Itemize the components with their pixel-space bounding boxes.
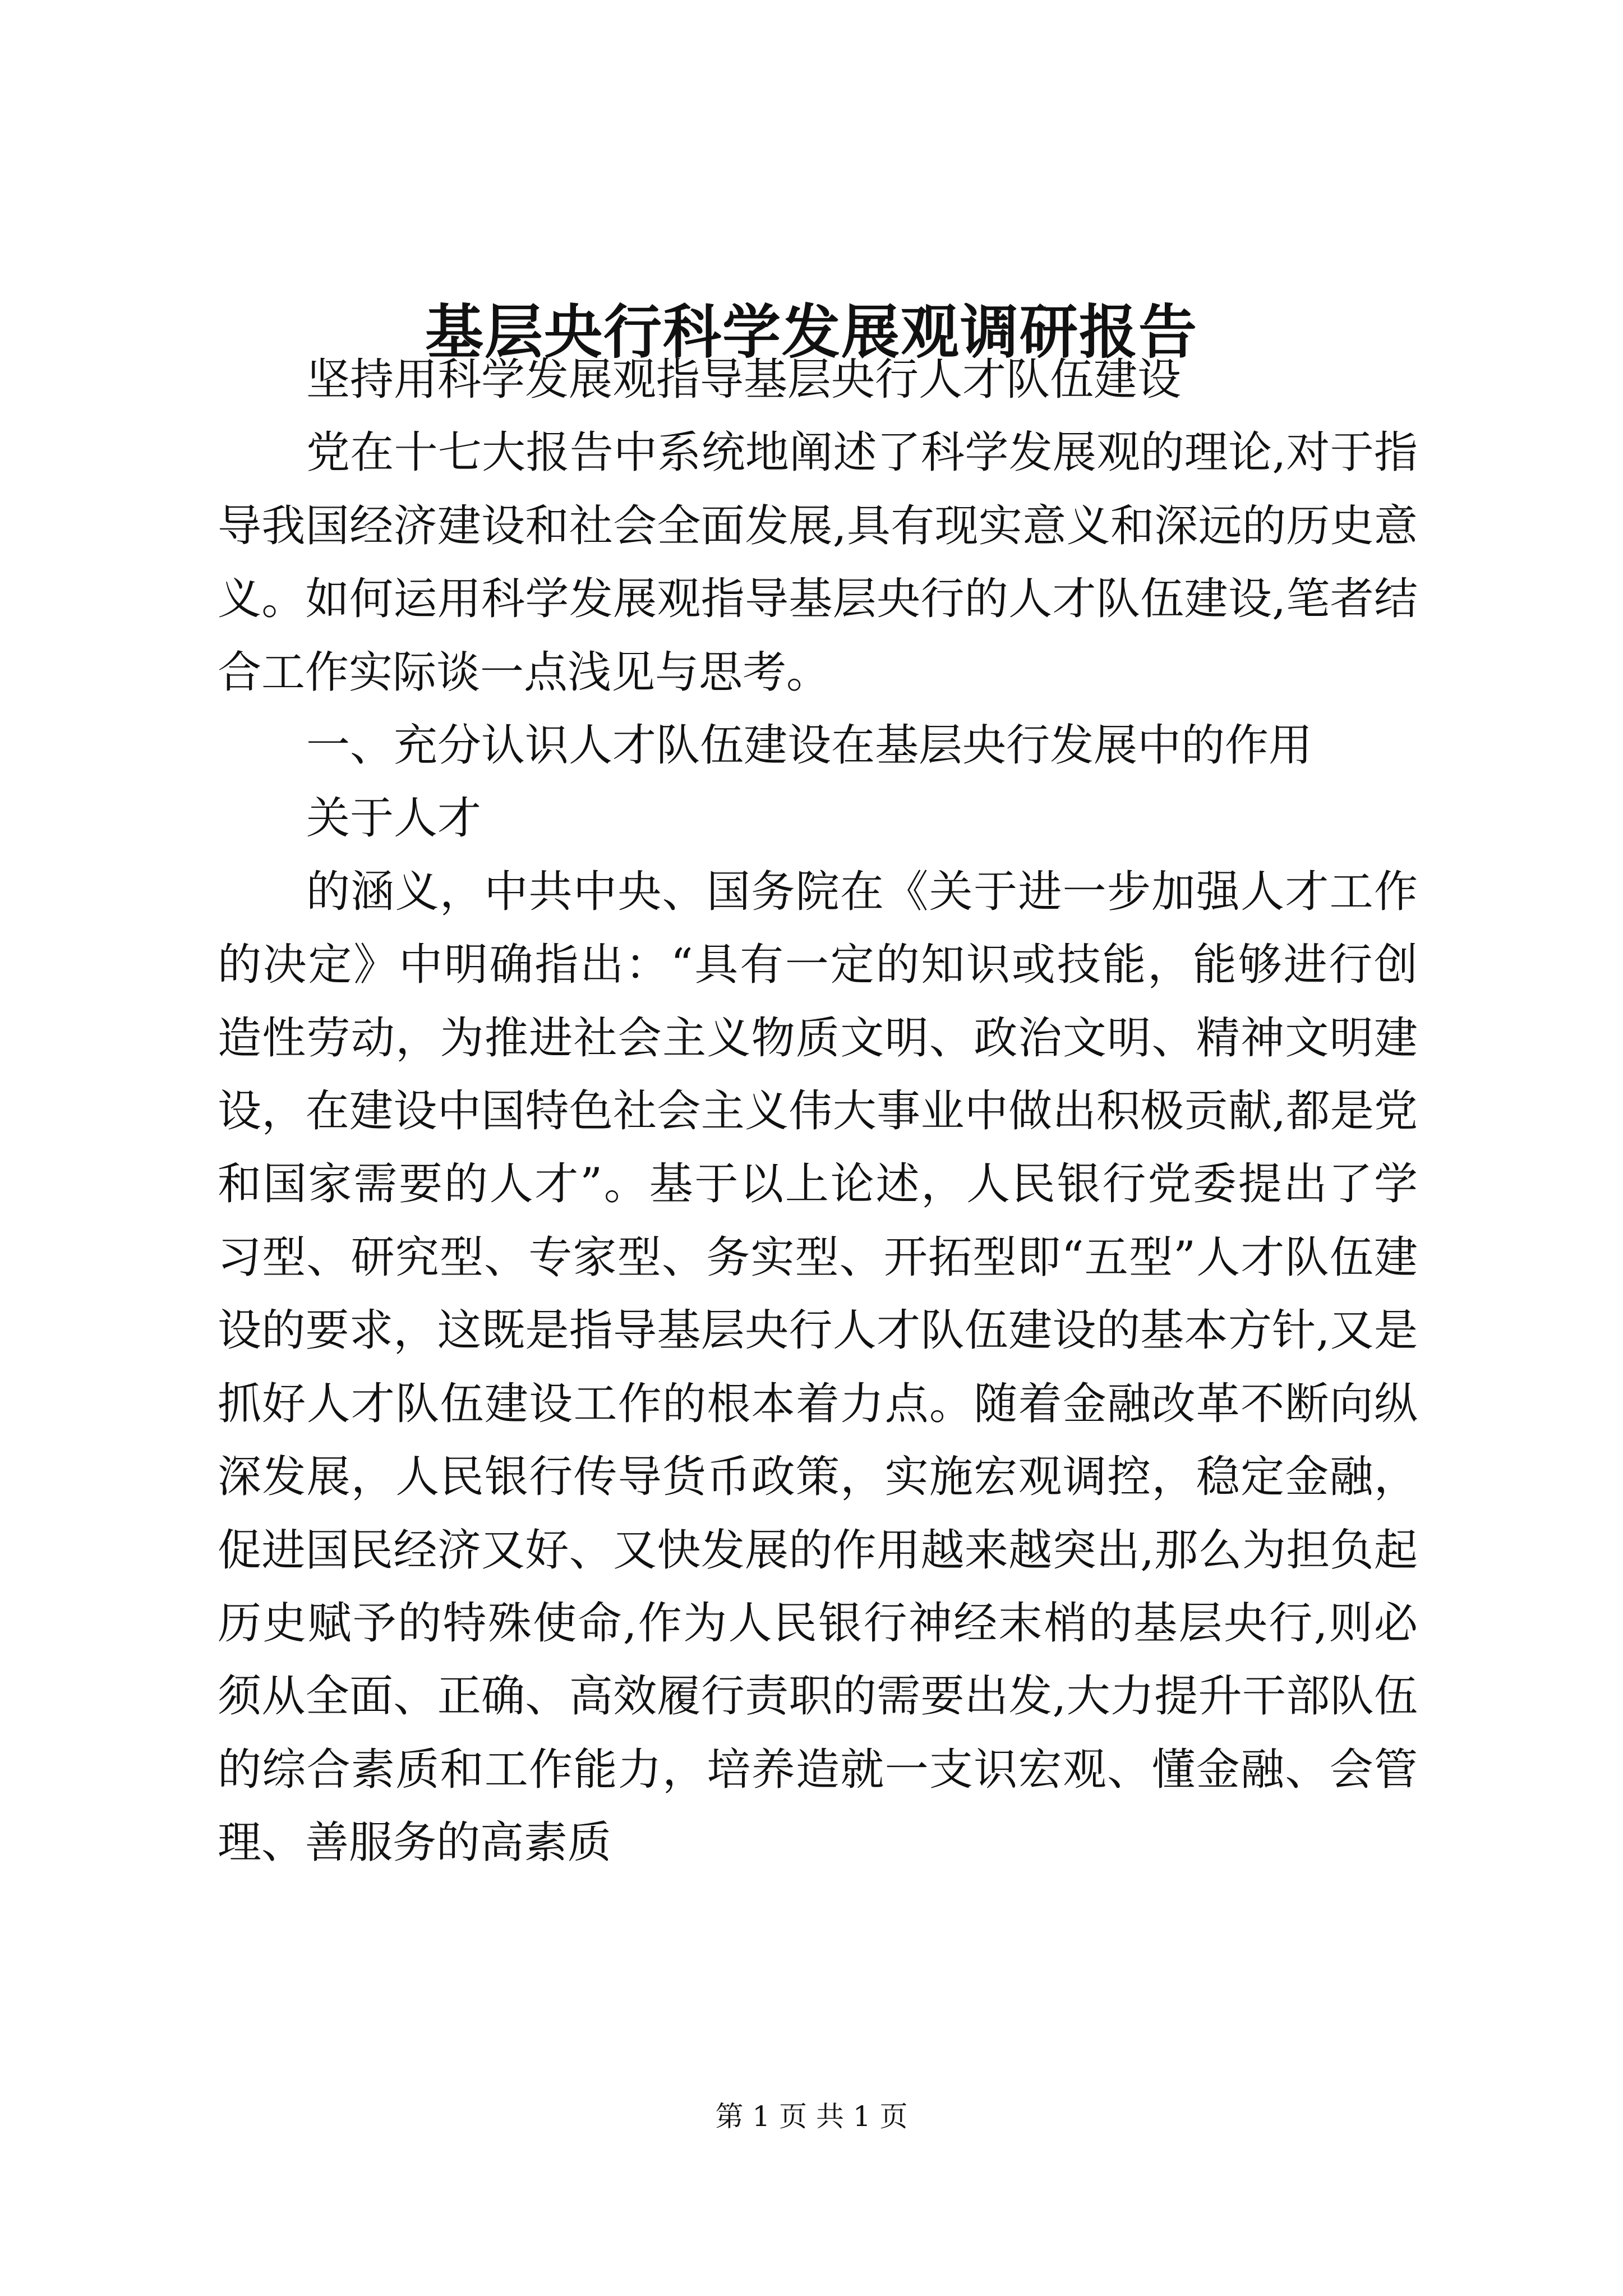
talent-paragraph-body: 的涵义，中共中央、国务院在《关于进一步加强人才工作的决定》中明确指出：“具有一定的知识或技能，能够进行创造性劳动，为推进社会主义物质文明、政治文明、精神文明建设，在建设中国特色社会主义伟大事业中做出积极贡献,都是党和国家需要的人才”。基于以上论述，人民银行党委提出了学习型、研究型、专家型、务实型、开拓型即“五型”人才队伍建设的要求，这既是指导基层央行人才队伍建设的基本方针,又是抓好人才队伍建设工作的根本着力点。随着金融改革不断向纵深发展，人民银行传导货币政策，实施宏观调控，稳定金融，促进国民经济又好、又快发展的作用越来越突出,那么为担负起历史赋予的特殊使命,作为人民银行神经末梢的基层央行,则必须从全面、正确、高效履行责职的需要出发,大力提升干部队伍的综合素质和工作能力，培养造就一支识宏观、懂金融、会管理、善服务的高素质 [218, 866, 1418, 1869]
document-title: 基层央行科学发展观调研报告 [425, 297, 1198, 366]
section-heading: 一、充分认识人才队伍建设在基层央行发展中的作用 [306, 720, 1313, 771]
document-body [218, 343, 1418, 1880]
intro-paragraph: 党在十七大报告中系统地阐述了科学发展观的理论,对于指导我国经济建设和社会全面发展,具有现实意义和深远的历史意义。如何运用科学发展观指导基层央行的人才队伍建设,笔者结合工作实际谈一点浅见与思考。 [218, 427, 1418, 698]
talent-paragraph-start: 关于人才 [306, 793, 482, 844]
page-footer: 第 1 页 共 1 页 [715, 2100, 908, 2133]
subtitle-paragraph: 坚持用科学发展观指导基层央行人才队伍建设 [306, 355, 1182, 405]
